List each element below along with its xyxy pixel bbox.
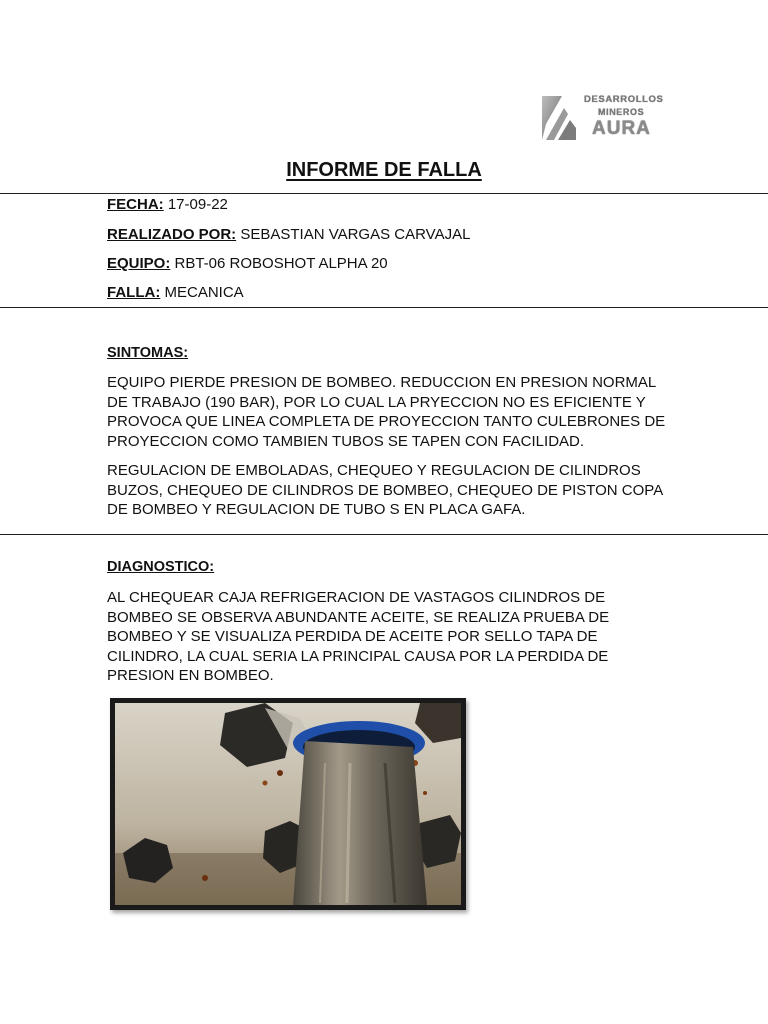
sintomas-heading: SINTOMAS: xyxy=(107,345,189,361)
evidence-photo xyxy=(110,698,466,910)
logo-line-2: MINEROS xyxy=(598,107,645,117)
company-logo xyxy=(540,92,670,146)
field-label: FECHA: xyxy=(107,196,164,213)
logo-line-3: AURA xyxy=(592,118,651,139)
field-value: 17-09-22 xyxy=(163,196,228,213)
field-label: REALIZADO POR: xyxy=(107,226,237,243)
sintomas-paragraph-2: REGULACION DE EMBOLADAS, CHEQUEO Y REGULACION DE CILINDROS BUZOS, CHEQUEO DE CILINDROS DE BOMBEO, CHEQUEO DE PISTON COPA DE BOMBEO Y REGULACION DE TUBO S EN PLACA GAFA. xyxy=(107,462,663,518)
divider-top xyxy=(0,193,768,194)
field-falla xyxy=(107,284,244,301)
field-label: FALLA: xyxy=(107,284,161,301)
diagnostico-heading: DIAGNOSTICO: xyxy=(107,559,215,575)
cylinder-photo-illustration xyxy=(115,703,461,905)
field-value: SEBASTIAN VARGAS CARVAJAL xyxy=(236,226,471,243)
sintomas-paragraph-1: EQUIPO PIERDE PRESION DE BOMBEO. REDUCCION EN PRESION NORMAL DE TRABAJO (190 BAR), POR LO CUAL LA PRYECCION NO ES EFICIENTE Y PROVOCA QUE LINEA COMPLETA DE PROYECCION TANTO CULEBRONES DE PROYECCION COMO TAMBIEN TUBOS SE TAPEN CON FACILIDAD. xyxy=(107,374,666,450)
field-label: EQUIPO: xyxy=(107,255,171,272)
logo-line-1: DESARROLLOS xyxy=(584,94,664,105)
field-value: MECANICA xyxy=(160,284,244,301)
field-fecha xyxy=(107,196,228,213)
aura-logo-mark-icon xyxy=(540,94,578,142)
diagnostico-paragraph: AL CHEQUEAR CAJA REFRIGERACION DE VASTAGOS CILINDROS DE BOMBEO SE OBSERVA ABUNDANTE ACEITE, SE REALIZA PRUEBA DE BOMBEO Y SE VISUALIZA PERDIDA DE ACEITE POR SELLO TAPA DE CILINDRO, LA CUAL SERIA LA PRINCIPAL CAUSA POR LA PERDIDA DE PRESION EN BOMBEO. xyxy=(107,589,610,684)
field-value: RBT-06 ROBOSHOT ALPHA 20 xyxy=(170,255,388,272)
field-equipo xyxy=(107,255,388,272)
divider-after-sintomas xyxy=(0,534,768,535)
report-title: INFORME DE FALLA xyxy=(286,159,482,181)
field-realizado-por xyxy=(107,226,470,243)
divider-after-header xyxy=(0,307,768,308)
